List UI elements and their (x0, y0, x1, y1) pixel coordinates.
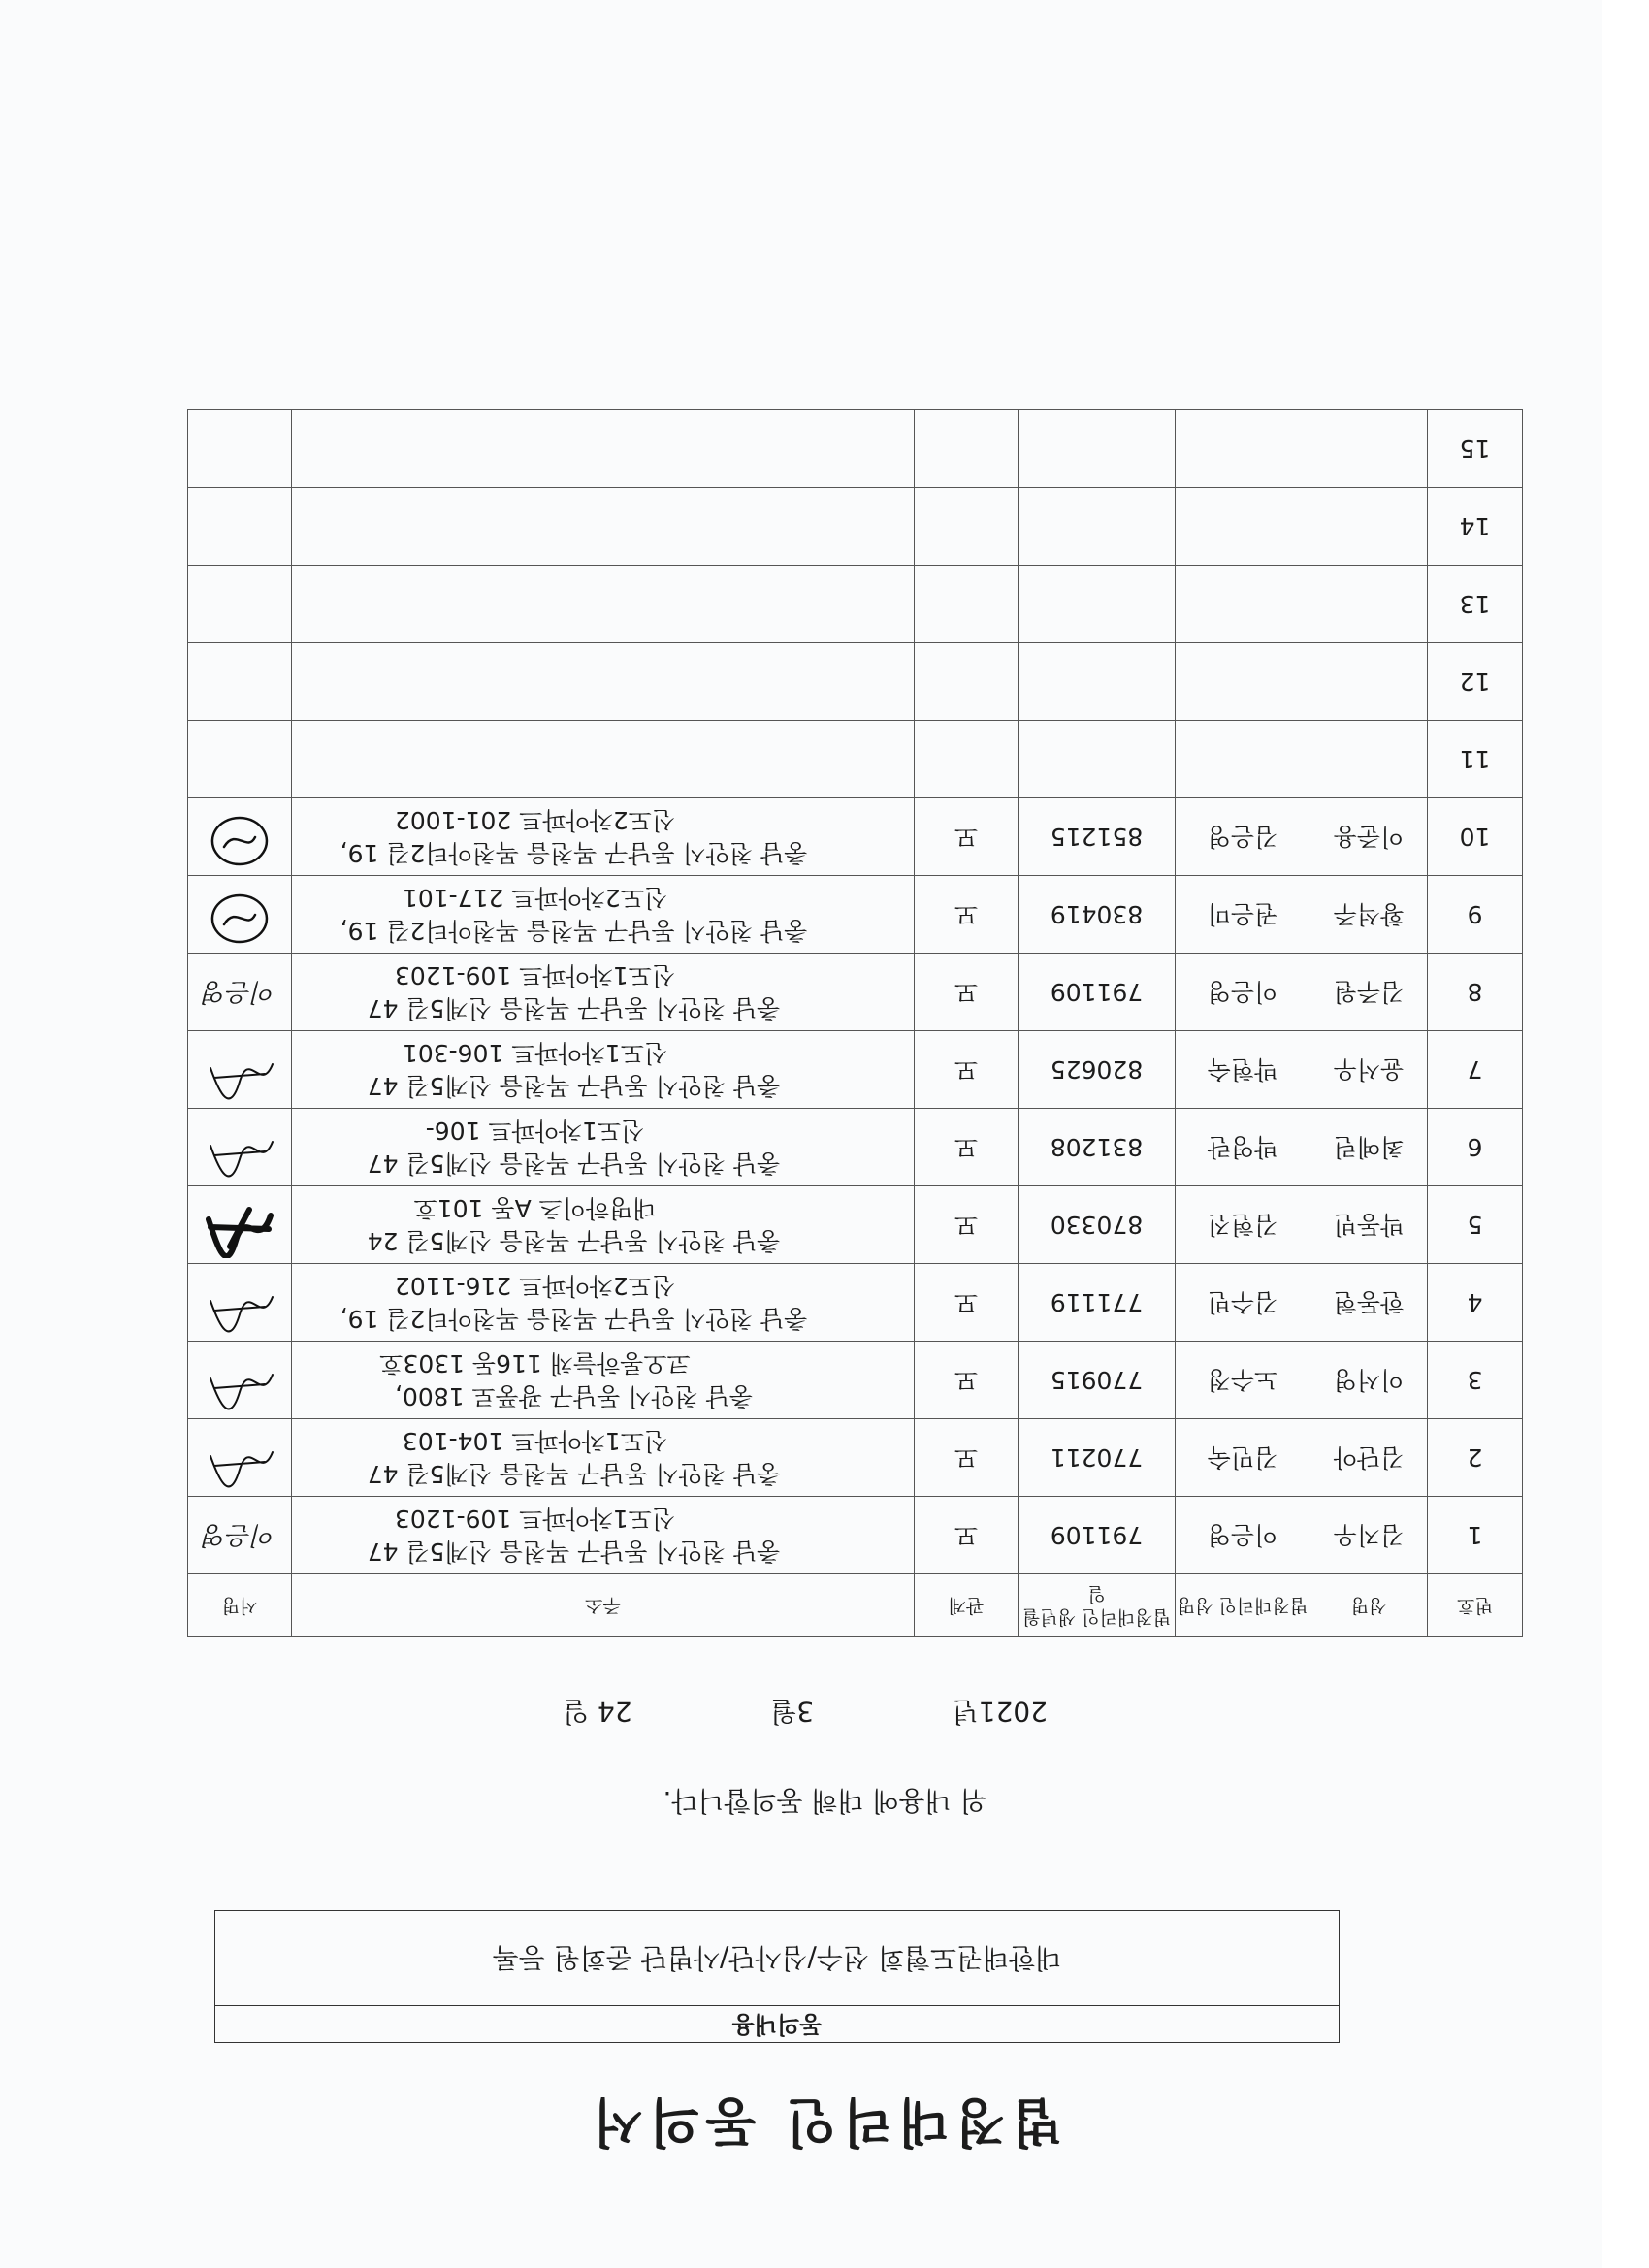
guardian-name: 이은영 (1176, 1497, 1310, 1574)
guardian-birth: 771119 (1018, 1264, 1176, 1342)
address-line-1: 충남 천안시 동남구 목천읍 목천아티2길 19, (340, 1305, 808, 1334)
student-name: 윤서우 (1310, 1031, 1428, 1109)
address (292, 721, 915, 798)
guardian-name: 박현숙 (1176, 1031, 1310, 1109)
table-row (188, 1031, 1523, 1109)
relation: 모 (915, 1109, 1018, 1186)
signature-cell (188, 1497, 292, 1574)
signature-cell (188, 566, 292, 643)
student-name (1310, 643, 1428, 721)
address (292, 1342, 915, 1419)
table-row (188, 876, 1523, 954)
address-line-1: 충남 천안시 동남구 목천읍 신계5길 47 (367, 1072, 781, 1101)
student-name (1310, 566, 1428, 643)
relation (915, 721, 1018, 798)
row-number: 7 (1428, 1031, 1523, 1109)
table-row (188, 1497, 1523, 1574)
row-number: 2 (1428, 1419, 1523, 1497)
table-row (188, 798, 1523, 876)
table-row (188, 488, 1523, 566)
guardian-name: 노수정 (1176, 1342, 1310, 1419)
signature-mark (201, 1278, 278, 1336)
guardian-birth (1018, 410, 1176, 488)
guardian-birth (1018, 488, 1176, 566)
guardian-birth: 851215 (1018, 798, 1176, 876)
guardian-name: 박영란 (1176, 1109, 1310, 1186)
row-number: 3 (1428, 1342, 1523, 1419)
guardian-birth (1018, 721, 1176, 798)
guardian-name: 권은미 (1176, 876, 1310, 954)
header-guardian-name: 법정대리인 성명 (1176, 1574, 1310, 1637)
student-name: 이준용 (1310, 798, 1428, 876)
row-number: 14 (1428, 488, 1523, 566)
row-number: 6 (1428, 1109, 1523, 1186)
guardian-birth: 770211 (1018, 1419, 1176, 1497)
guardian-name (1176, 410, 1310, 488)
row-number: 12 (1428, 643, 1523, 721)
row-number: 4 (1428, 1264, 1523, 1342)
table-row (188, 954, 1523, 1031)
signature-mark (201, 890, 278, 948)
header-relation: 관계 (915, 1574, 1018, 1637)
signature-mark (201, 1122, 278, 1181)
student-name (1310, 488, 1428, 566)
row-number: 15 (1428, 410, 1523, 488)
table-row (188, 1109, 1523, 1186)
signature-cell (188, 1264, 292, 1342)
guardian-birth: 791109 (1018, 954, 1176, 1031)
relation: 모 (915, 1186, 1018, 1264)
row-number: 9 (1428, 876, 1523, 954)
table-row (188, 643, 1523, 721)
table-header-row (188, 1574, 1523, 1637)
address (292, 566, 915, 643)
signature-cell (188, 488, 292, 566)
address (292, 1419, 915, 1497)
address-line-1: 충남 천안시 동남구 목천읍 신계5길 47 (367, 994, 781, 1023)
address-line-1: 충남 천안시 동남구 목천읍 신계5길 47 (367, 1150, 781, 1179)
signature-mark (201, 1433, 278, 1491)
relation (915, 643, 1018, 721)
address-line-2: 신도1차아파트 106- (425, 1117, 645, 1146)
student-name (1310, 721, 1428, 798)
consent-box (214, 1910, 1340, 2043)
signature-cell (188, 1186, 292, 1264)
agree-statement: 위 내용에 대해 동의합니다. (663, 1785, 986, 1817)
address-line-2: 신도2차아파트 201-1002 (394, 806, 676, 835)
signature-cell (188, 721, 292, 798)
address-line-1: 충남 천안시 동남구 목천읍 목천아티2길 19, (340, 917, 808, 946)
guardian-name (1176, 566, 1310, 643)
table-row (188, 1419, 1523, 1497)
header-number: 번호 (1428, 1574, 1523, 1637)
signature-mark (201, 1200, 278, 1258)
guardian-name: 김수빈 (1176, 1264, 1310, 1342)
signature-cell (188, 1109, 292, 1186)
relation: 모 (915, 954, 1018, 1031)
table-row (188, 1186, 1523, 1264)
guardian-name: 이은영 (1176, 954, 1310, 1031)
student-name: 박동빈 (1310, 1186, 1428, 1264)
student-name: 김지우 (1310, 1497, 1428, 1574)
guardian-name: 김민숙 (1176, 1419, 1310, 1497)
address-line-2: 대명하이츠 A동 101호 (413, 1194, 657, 1223)
address (292, 488, 915, 566)
signature-cell (188, 1419, 292, 1497)
address (292, 1109, 915, 1186)
student-name: 황석주 (1310, 876, 1428, 954)
guardian-birth (1018, 643, 1176, 721)
relation (915, 566, 1018, 643)
guardian-birth: 830419 (1018, 876, 1176, 954)
guardian-birth: 831208 (1018, 1109, 1176, 1186)
relation: 모 (915, 876, 1018, 954)
student-name (1310, 410, 1428, 488)
guardian-name: 김현진 (1176, 1186, 1310, 1264)
address (292, 1031, 915, 1109)
scan-edge (1602, 0, 1649, 2268)
student-name: 김주원 (1310, 954, 1428, 1031)
table-row (188, 566, 1523, 643)
signature-cell (188, 1031, 292, 1109)
address-line-1: 충남 천안시 동남구 목천읍 신계5길 24 (367, 1227, 781, 1256)
header-signature: 서명 (188, 1574, 292, 1637)
address (292, 876, 915, 954)
address-line-1: 충남 천안시 동남구 목천읍 신계5길 47 (367, 1460, 781, 1489)
guardian-birth (1018, 566, 1176, 643)
relation: 모 (915, 1419, 1018, 1497)
row-number: 5 (1428, 1186, 1523, 1264)
signature-cell (188, 876, 292, 954)
table-row (188, 1342, 1523, 1419)
relation (915, 410, 1018, 488)
guardian-name (1176, 488, 1310, 566)
address-line-2: 신도1차아파트 104-103 (402, 1427, 668, 1456)
date-line (563, 1694, 1048, 1733)
guardian-name (1176, 643, 1310, 721)
row-number: 13 (1428, 566, 1523, 643)
signature-cell (188, 643, 292, 721)
row-number: 1 (1428, 1497, 1523, 1574)
signature-mark (201, 1355, 278, 1413)
address-line-2: 신도1차아파트 106-301 (402, 1039, 668, 1068)
address-line-1: 충남 천안시 동남구 목천읍 신계5길 47 (367, 1538, 781, 1567)
student-name: 이서영 (1310, 1342, 1428, 1419)
address-line-1: 충남 천안시 동남구 광풍로 1800, (395, 1382, 754, 1411)
guardian-birth: 770915 (1018, 1342, 1176, 1419)
date-year: 2021년 (952, 1696, 1048, 1728)
header-name: 성명 (1310, 1574, 1428, 1637)
address-line-1: 충남 천안시 동남구 목천읍 목천아티2길 19, (340, 839, 808, 868)
address (292, 410, 915, 488)
date-month: 3월 (770, 1696, 815, 1728)
guardian-table (187, 409, 1523, 1637)
signature-mark (201, 1045, 278, 1103)
guardian-birth: 820625 (1018, 1031, 1176, 1109)
student-name: 한동현 (1310, 1264, 1428, 1342)
relation: 모 (915, 1342, 1018, 1419)
table-row (188, 1264, 1523, 1342)
student-name: 김단아 (1310, 1419, 1428, 1497)
guardian-birth: 791109 (1018, 1497, 1176, 1574)
address (292, 643, 915, 721)
table-row (188, 410, 1523, 488)
signature-cell (188, 410, 292, 488)
relation: 모 (915, 1031, 1018, 1109)
address-line-2: 코오롱하늘채 116동 1303호 (379, 1349, 691, 1378)
address (292, 1186, 915, 1264)
student-name: 최예린 (1310, 1109, 1428, 1186)
signature-handwritten: 이은영 (203, 1520, 276, 1550)
table-row (188, 721, 1523, 798)
row-number: 8 (1428, 954, 1523, 1031)
header-guardian-birth: 법정대리인 생년월일 (1018, 1574, 1176, 1637)
address (292, 1264, 915, 1342)
relation: 모 (915, 798, 1018, 876)
table-body (188, 410, 1523, 1574)
row-number: 11 (1428, 721, 1523, 798)
address (292, 954, 915, 1031)
relation: 모 (915, 1264, 1018, 1342)
consent-header: 동의내용 (215, 2005, 1339, 2042)
address (292, 798, 915, 876)
guardian-name (1176, 721, 1310, 798)
signature-cell (188, 954, 292, 1031)
row-number: 10 (1428, 798, 1523, 876)
document-title: 법정대리인 동의서 (586, 2091, 1063, 2153)
address (292, 1497, 915, 1574)
header-address: 주소 (292, 1574, 915, 1637)
signature-mark (201, 812, 278, 870)
address-line-2: 신도2차아파트 217-101 (402, 884, 668, 913)
signature-cell (188, 1342, 292, 1419)
address-line-2: 신도1차아파트 109-1203 (394, 961, 676, 990)
relation: 모 (915, 1497, 1018, 1574)
address-line-2: 신도2차아파트 216-1102 (394, 1272, 676, 1301)
signature-cell (188, 798, 292, 876)
relation (915, 488, 1018, 566)
consent-text: 대한태권도협회 선수/심사단/사범단 준회원 등록 (492, 1942, 1062, 1974)
signature-handwritten: 이은영 (203, 977, 276, 1007)
date-day: 24 일 (563, 1696, 632, 1728)
guardian-birth: 870330 (1018, 1186, 1176, 1264)
guardian-name: 김은영 (1176, 798, 1310, 876)
address-line-2: 신도1차아파트 109-1203 (394, 1505, 676, 1534)
